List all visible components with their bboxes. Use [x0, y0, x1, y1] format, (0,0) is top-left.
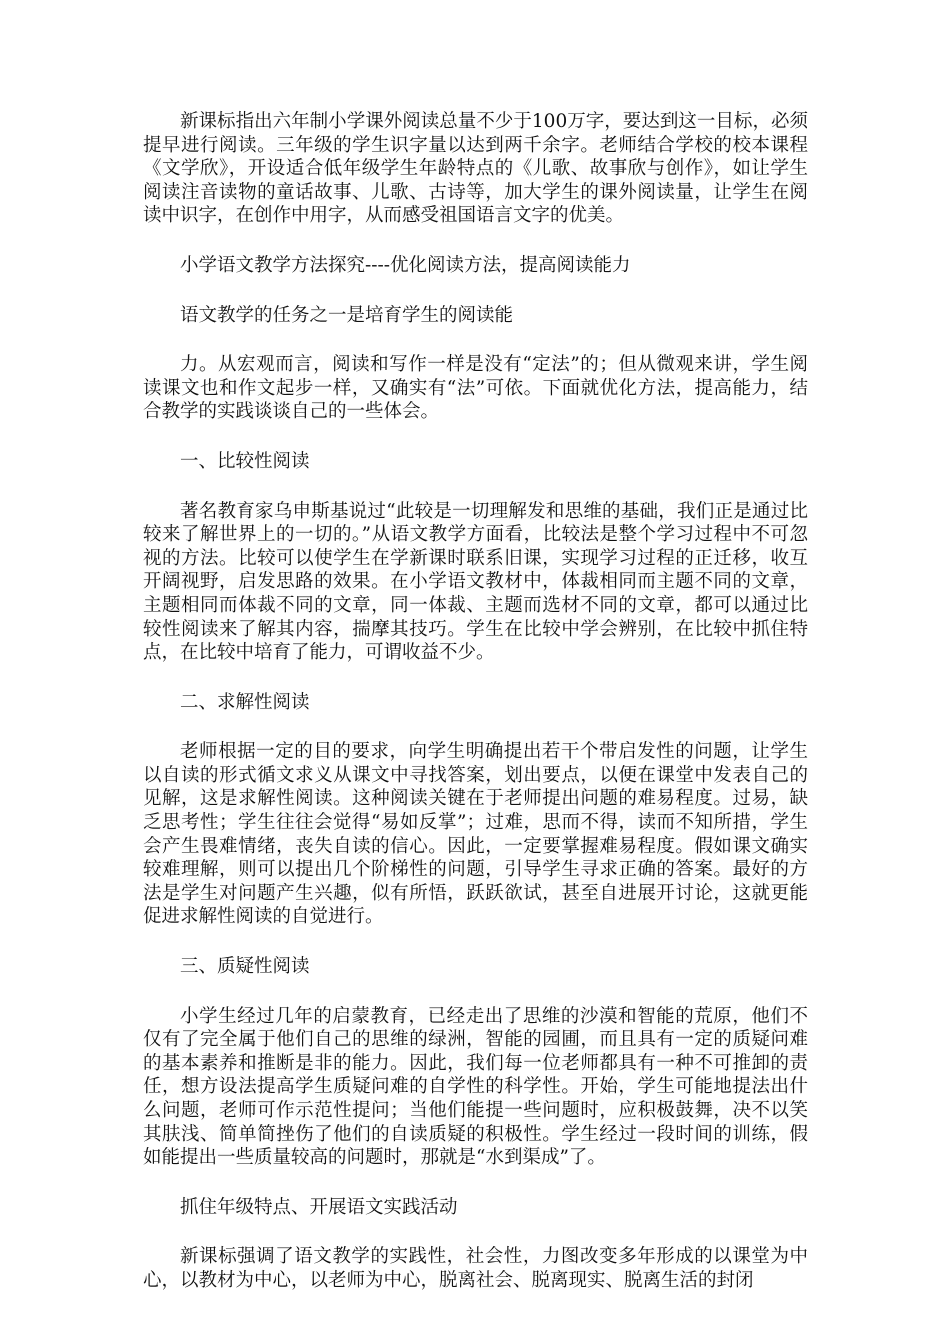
paragraph-task: 语文教学的任务之一是培育学生的阅读能: [180, 304, 514, 326]
paragraph-solution-reading: 老师根据一定的目的要求，向学生明确提出若干个带启发性的问题，让学生以自读的形式循文求义从课文中寻找答案，划出要点，以便在课堂中发表自己的见解，这是求解性阅读。这种阅读关键在于老师提出问题的难易程度。过易，缺乏思考性；学生往往会觉得“易如反掌”；过难，思而不得，读而不知所措，学生会产生畏难情绪，丧失自读的信心。因此，一定要掌握难易程度。假如课文确实较难理解，则可以提出几个阶梯性的问题，引导学生寻求正确的答案。最好的方法是学生对问题产生兴趣，似有所悟，跃跃欲试，甚至自进展开讨论，这就更能促进求解性阅读的自觉进行。: [143, 741, 808, 928]
article-body: [143, 110, 808, 1319]
paragraph-intro: 新课标指出六年制小学课外阅读总量不少于100万字，要达到这一目标，必须提早进行阅读。三年级的学生识字量以达到两千余字。老师结合学校的校本课程《文学欣》，开设适合低年级学生年龄特点的《儿歌、故事欣与创作》，如让学生阅读注音读物的童话故事、儿歌、古诗等，加大学生的课外阅读量，让学生在阅读中识字，在创作中用字，从而感受祖国语言文字的优美。: [143, 111, 808, 227]
paragraph-comparative-reading: 著名教育家乌申斯基说过“此较是一切理解发和思维的基础，我们正是通过比较来了解世界上的一切的。”从语文教学方面看，比较法是整个学习过程中不可忽视的方法。比较可以使学生在学新课时联系旧课，实现学习过程的正迁移，收互开阔视野，启发思路的效果。在小学语文教材中，体裁相同而主题不同的文章，主题相同而体裁不同的文章，同一体裁、主题而选材不同的文章，都可以通过比较性阅读来了解其内容，揣摩其技巧。学生在比较中学会辨别，在比较中抓住特点，在比较中培育了能力，可谓收益不少。: [143, 500, 808, 664]
paragraph-practice: 新课标强调了语文教学的实践性，社会性，力图改变多年形成的以课堂为中心，以教材为中心，以老师为中心，脱离社会、脱离现实、脱离生活的封闭: [143, 1246, 808, 1291]
section-title-practice: 抓住年级特点、开展语文实践活动: [180, 1196, 458, 1218]
section-title-method: 小学语文教学方法探究----优化阅读方法，提高阅读能力: [180, 254, 631, 276]
heading-solution-reading: 二、求解性阅读: [180, 691, 310, 713]
paragraph-questioning-reading: 小学生经过几年的启蒙教育，已经走出了思维的沙漠和智能的荒原，他们不仅有了完全属于他们自己的思维的绿洲，智能的园圃，而且具有一定的质疑问难的基本素养和推断是非的能力。因此，我们每一位老师都具有一种不可推卸的责任，想方设法提高学生质疑问难的自学性的科学性。开始，学生可能地提法出什么问题，老师可作示范性提问；当他们能提一些问题时，应积极鼓舞，决不以笑其肤浅、简单简挫伤了他们的自读质疑的积极性。学生经过一段时间的训练，假如能提出一些质量较高的问题时，那就是“水到渠成”了。: [143, 1005, 808, 1169]
heading-comparative-reading: 一、比较性阅读: [180, 450, 310, 472]
heading-questioning-reading: 三、质疑性阅读: [180, 956, 310, 978]
paragraph-ability: 力。从宏观而言，阅读和写作一样是没有“定法”的；但从微观来讲，学生阅读课文也和作文起步一样，又确实有“法”可依。下面就优化方法，提高能力，结合教学的实践谈谈自己的一些体会。: [143, 354, 808, 423]
